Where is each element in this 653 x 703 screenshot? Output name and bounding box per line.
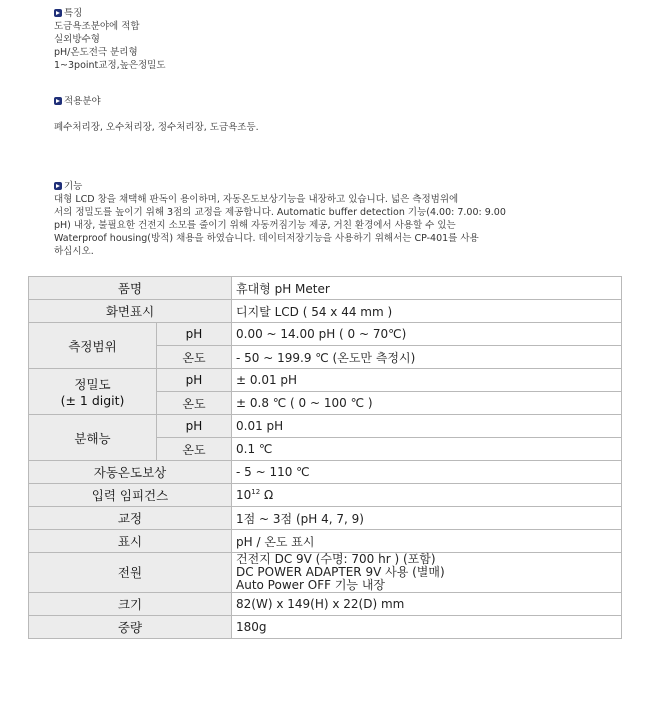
feature-line: 실외방수형 [54, 34, 100, 45]
power-line: DC POWER ADAPTER 9V 사용 (별매) [236, 565, 445, 579]
function-line: pH) 내장, 불필요한 건전지 소모를 줄이기 위해 자동꺼짐기능 제공, 거친 환경에서 사용할 수 있는 [54, 220, 456, 231]
functions-section [54, 180, 506, 258]
functions-heading [54, 180, 506, 193]
spec-row-display [29, 300, 622, 323]
spec-row-indication [29, 530, 622, 553]
feature-line: pH/온도전극 분리형 [54, 47, 138, 58]
spec-value [232, 484, 622, 507]
spec-sublabel: 온도 [157, 392, 232, 415]
spec-sublabel: pH [157, 323, 232, 346]
spec-row-resolution-ph [29, 415, 622, 438]
feature-line: 1~3point교정,높은정밀도 [54, 60, 166, 71]
spec-value: ± 0.01 pH [232, 369, 622, 392]
spec-value: 0.00 ~ 14.00 pH ( 0 ~ 70℃) [232, 323, 622, 346]
spec-label: 측정범위 [29, 323, 157, 369]
spec-value: - 5 ~ 110 ℃ [232, 461, 622, 484]
function-line: 하십시오. [54, 246, 94, 257]
arrow-bullet-icon [54, 97, 62, 105]
applications-section [54, 95, 259, 134]
spec-row-power [29, 553, 622, 593]
spec-label-line: (± 1 digit) [60, 393, 125, 408]
spec-label: 품명 [29, 277, 232, 300]
spec-table [28, 276, 622, 639]
applications-heading [54, 95, 259, 108]
spec-value: pH / 온도 표시 [232, 530, 622, 553]
feature-line: 도금욕조분야에 적합 [54, 21, 140, 32]
spec-value: 디지탈 LCD ( 54 x 44 mm ) [232, 300, 622, 323]
applications-heading-text: 적용분야 [64, 96, 101, 107]
applications-text: 폐수처리장, 오수처리장, 정수처리장, 도금욕조등. [54, 122, 259, 133]
spec-row-range-ph [29, 323, 622, 346]
spec-row-product-name [29, 277, 622, 300]
spec-value: 1점 ~ 3점 (pH 4, 7, 9) [232, 507, 622, 530]
features-heading-text: 특징 [64, 8, 83, 19]
spec-sublabel: 온도 [157, 346, 232, 369]
spec-value: 0.1 ℃ [232, 438, 622, 461]
spec-label: 입력 임피건스 [29, 484, 232, 507]
power-line: 건전지 DC 9V (수명: 700 hr ) (포함) [236, 552, 436, 566]
spec-label: 표시 [29, 530, 232, 553]
arrow-bullet-icon [54, 182, 62, 190]
spec-row-accuracy-ph [29, 369, 622, 392]
spec-label-line: 정밀도 [74, 377, 111, 392]
functions-heading-text: 기능 [64, 181, 83, 192]
spec-label: 교정 [29, 507, 232, 530]
spec-row-size [29, 593, 622, 616]
function-line: 대형 LCD 창을 채택해 판독이 용이하며, 자동온도보상기능을 내장하고 있습니다. 넓은 측정범위에 [54, 194, 459, 205]
spec-label: 중량 [29, 616, 232, 639]
features-section [54, 7, 166, 72]
spec-row-calibration [29, 507, 622, 530]
spec-sublabel: 온도 [157, 438, 232, 461]
spec-label: 화면표시 [29, 300, 232, 323]
function-line: 서의 정밀도를 높이기 위해 3점의 교정을 제공합니다. Automatic buffer detection 기능(4.00: 7.00: 9.00 [54, 207, 506, 218]
spec-value: ± 0.8 ℃ ( 0 ~ 100 ℃ ) [232, 392, 622, 415]
impedance-base: 10 [236, 488, 252, 502]
spec-value: 0.01 pH [232, 415, 622, 438]
spec-value: 180g [232, 616, 622, 639]
spec-row-atc [29, 461, 622, 484]
features-heading [54, 7, 166, 20]
spec-value: - 50 ~ 199.9 ℃ (온도만 측정시) [232, 346, 622, 369]
spec-sublabel: pH [157, 415, 232, 438]
spec-row-weight [29, 616, 622, 639]
impedance-unit: Ω [260, 488, 274, 502]
spec-label: 자동온도보상 [29, 461, 232, 484]
impedance-exponent: 12 [251, 488, 261, 496]
spec-value: 82(W) x 149(H) x 22(D) mm [232, 593, 622, 616]
spec-value [232, 553, 622, 593]
spec-label [29, 369, 157, 415]
function-line: Waterproof housing(방적) 채용을 하였습니다. 데이터저장기능을 사용하기 위해서는 CP-401를 사용 [54, 233, 479, 244]
spec-label: 크기 [29, 593, 232, 616]
spec-row-impedance [29, 484, 622, 507]
arrow-bullet-icon [54, 9, 62, 17]
power-line: Auto Power OFF 기능 내장 [236, 578, 386, 592]
spec-label: 분해능 [29, 415, 157, 461]
spec-sublabel: pH [157, 369, 232, 392]
spec-label: 전원 [29, 553, 232, 593]
spec-value: 휴대형 pH Meter [232, 277, 622, 300]
